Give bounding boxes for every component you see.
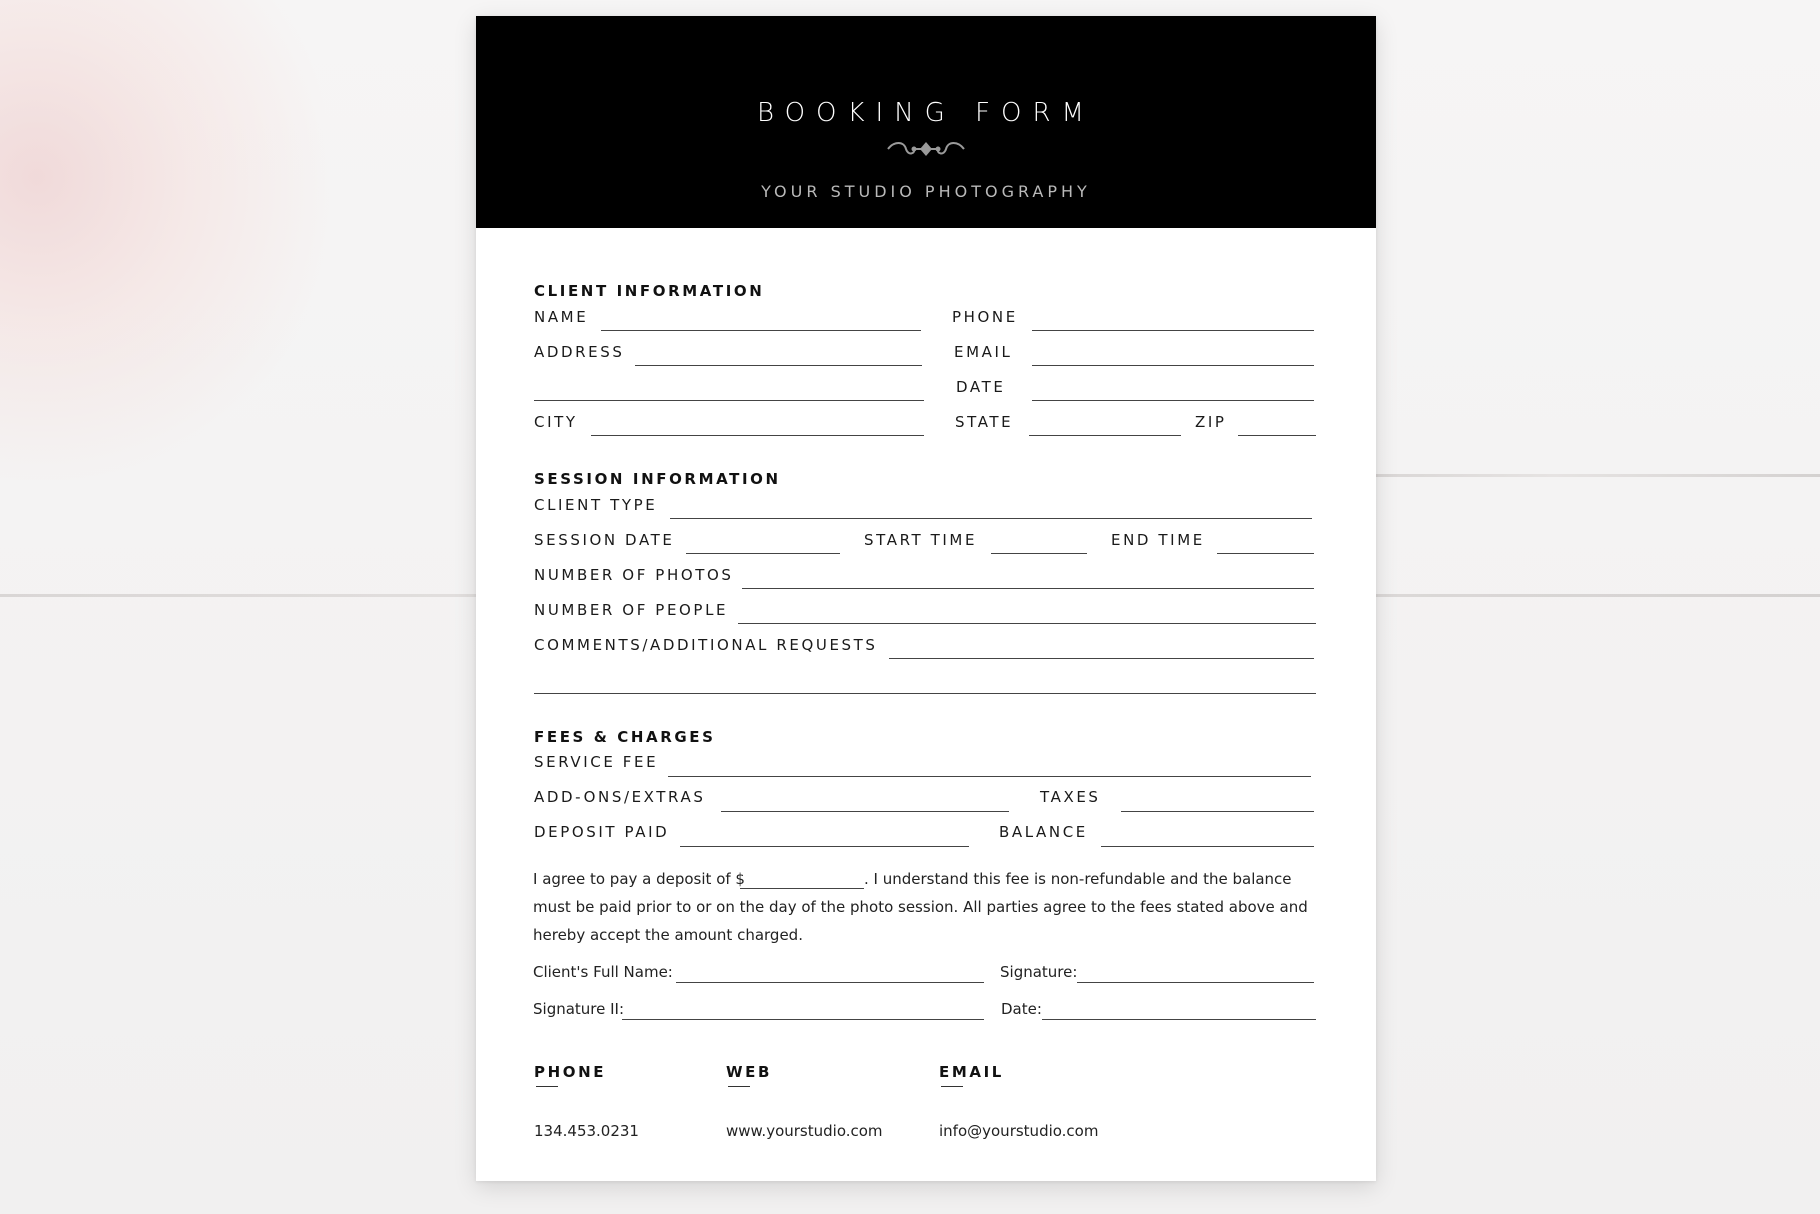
signature2-label: Signature II: [533, 1000, 625, 1018]
addons-field[interactable] [721, 811, 1009, 812]
footer-email-label: EMAIL [939, 1063, 1004, 1081]
client-info-heading: CLIENT INFORMATION [534, 282, 765, 300]
num-people-label: NUMBER OF PEOPLE [534, 601, 729, 619]
city-label: CITY [534, 413, 578, 431]
state-field[interactable] [1029, 435, 1181, 436]
footer-email[interactable]: info@yourstudio.com [939, 1122, 1099, 1140]
agreement-text-start: I agree to pay a deposit of $ [533, 870, 745, 888]
state-label: STATE [955, 413, 1014, 431]
service-fee-label: SERVICE FEE [534, 753, 659, 771]
session-info-heading: SESSION INFORMATION [534, 470, 781, 488]
footer-web[interactable]: www.yourstudio.com [726, 1122, 883, 1140]
start-time-label: START TIME [864, 531, 978, 549]
num-photos-label: NUMBER OF PHOTOS [534, 566, 734, 584]
session-date-field[interactable] [686, 553, 840, 554]
fees-heading: FEES & CHARGES [534, 728, 716, 746]
taxes-label: TAXES [1040, 788, 1101, 806]
end-time-field[interactable] [1217, 553, 1314, 554]
name-field[interactable] [601, 330, 921, 331]
comments-label: COMMENTS/ADDITIONAL REQUESTS [534, 636, 878, 654]
studio-name: YOUR STUDIO PHOTOGRAPHY [761, 182, 1091, 201]
agreement-text-line-2: must be paid prior to or on the day of the photo session. All parties agree to the fees stated above and [533, 898, 1308, 916]
email-label: EMAIL [954, 343, 1013, 361]
agreement-date-label: Date: [1001, 1000, 1042, 1018]
start-time-field[interactable] [991, 553, 1087, 554]
full-name-label: Client's Full Name: [533, 963, 673, 981]
header-banner [476, 16, 1376, 228]
signature-label: Signature: [1000, 963, 1078, 981]
comments-field[interactable] [889, 658, 1314, 659]
comments-field-line-2[interactable] [534, 693, 1316, 694]
name-label: NAME [534, 308, 589, 326]
footer-web-label: WEB [726, 1063, 773, 1081]
full-name-field[interactable] [676, 982, 984, 983]
phone-label: PHONE [952, 308, 1018, 326]
addons-label: ADD-ONS/EXTRAS [534, 788, 706, 806]
silk-fabric-decoration [0, 0, 420, 514]
zip-label: ZIP [1195, 413, 1227, 431]
date-field[interactable] [1032, 400, 1314, 401]
balance-label: BALANCE [999, 823, 1088, 841]
zip-field[interactable] [1238, 435, 1316, 436]
client-type-label: CLIENT TYPE [534, 496, 658, 514]
footer-divider [536, 1086, 558, 1087]
end-time-label: END TIME [1111, 531, 1205, 549]
city-field[interactable] [591, 435, 924, 436]
booking-form-page [476, 16, 1376, 1181]
phone-field[interactable] [1032, 330, 1314, 331]
agreement-text-line-3: hereby accept the amount charged. [533, 926, 803, 944]
taxes-field[interactable] [1121, 811, 1314, 812]
signature-field[interactable] [1077, 982, 1314, 983]
form-title: BOOKING FORM [757, 98, 1095, 128]
footer-divider [728, 1086, 750, 1087]
service-fee-field[interactable] [668, 776, 1311, 777]
session-date-label: SESSION DATE [534, 531, 675, 549]
footer-divider [941, 1086, 963, 1087]
address-line-2-field[interactable] [534, 400, 924, 401]
signature2-field[interactable] [622, 1019, 984, 1020]
wood-plank-seam [1376, 474, 1820, 477]
agreement-date-field[interactable] [1042, 1019, 1316, 1020]
address-field[interactable] [635, 365, 922, 366]
client-type-field[interactable] [670, 518, 1312, 519]
num-photos-field[interactable] [742, 588, 1314, 589]
date-label: DATE [956, 378, 1006, 396]
num-people-field[interactable] [738, 623, 1316, 624]
footer-phone-label: PHONE [534, 1063, 607, 1081]
deposit-label: DEPOSIT PAID [534, 823, 670, 841]
address-label: ADDRESS [534, 343, 625, 361]
deposit-amount-field[interactable] [740, 888, 864, 889]
balance-field[interactable] [1101, 846, 1314, 847]
flourish-ornament-icon [884, 138, 968, 160]
footer-phone: 134.453.0231 [534, 1122, 639, 1140]
agreement-text-end: . I understand this fee is non-refundable and the balance [864, 870, 1292, 888]
deposit-field[interactable] [680, 846, 969, 847]
email-field[interactable] [1032, 365, 1314, 366]
